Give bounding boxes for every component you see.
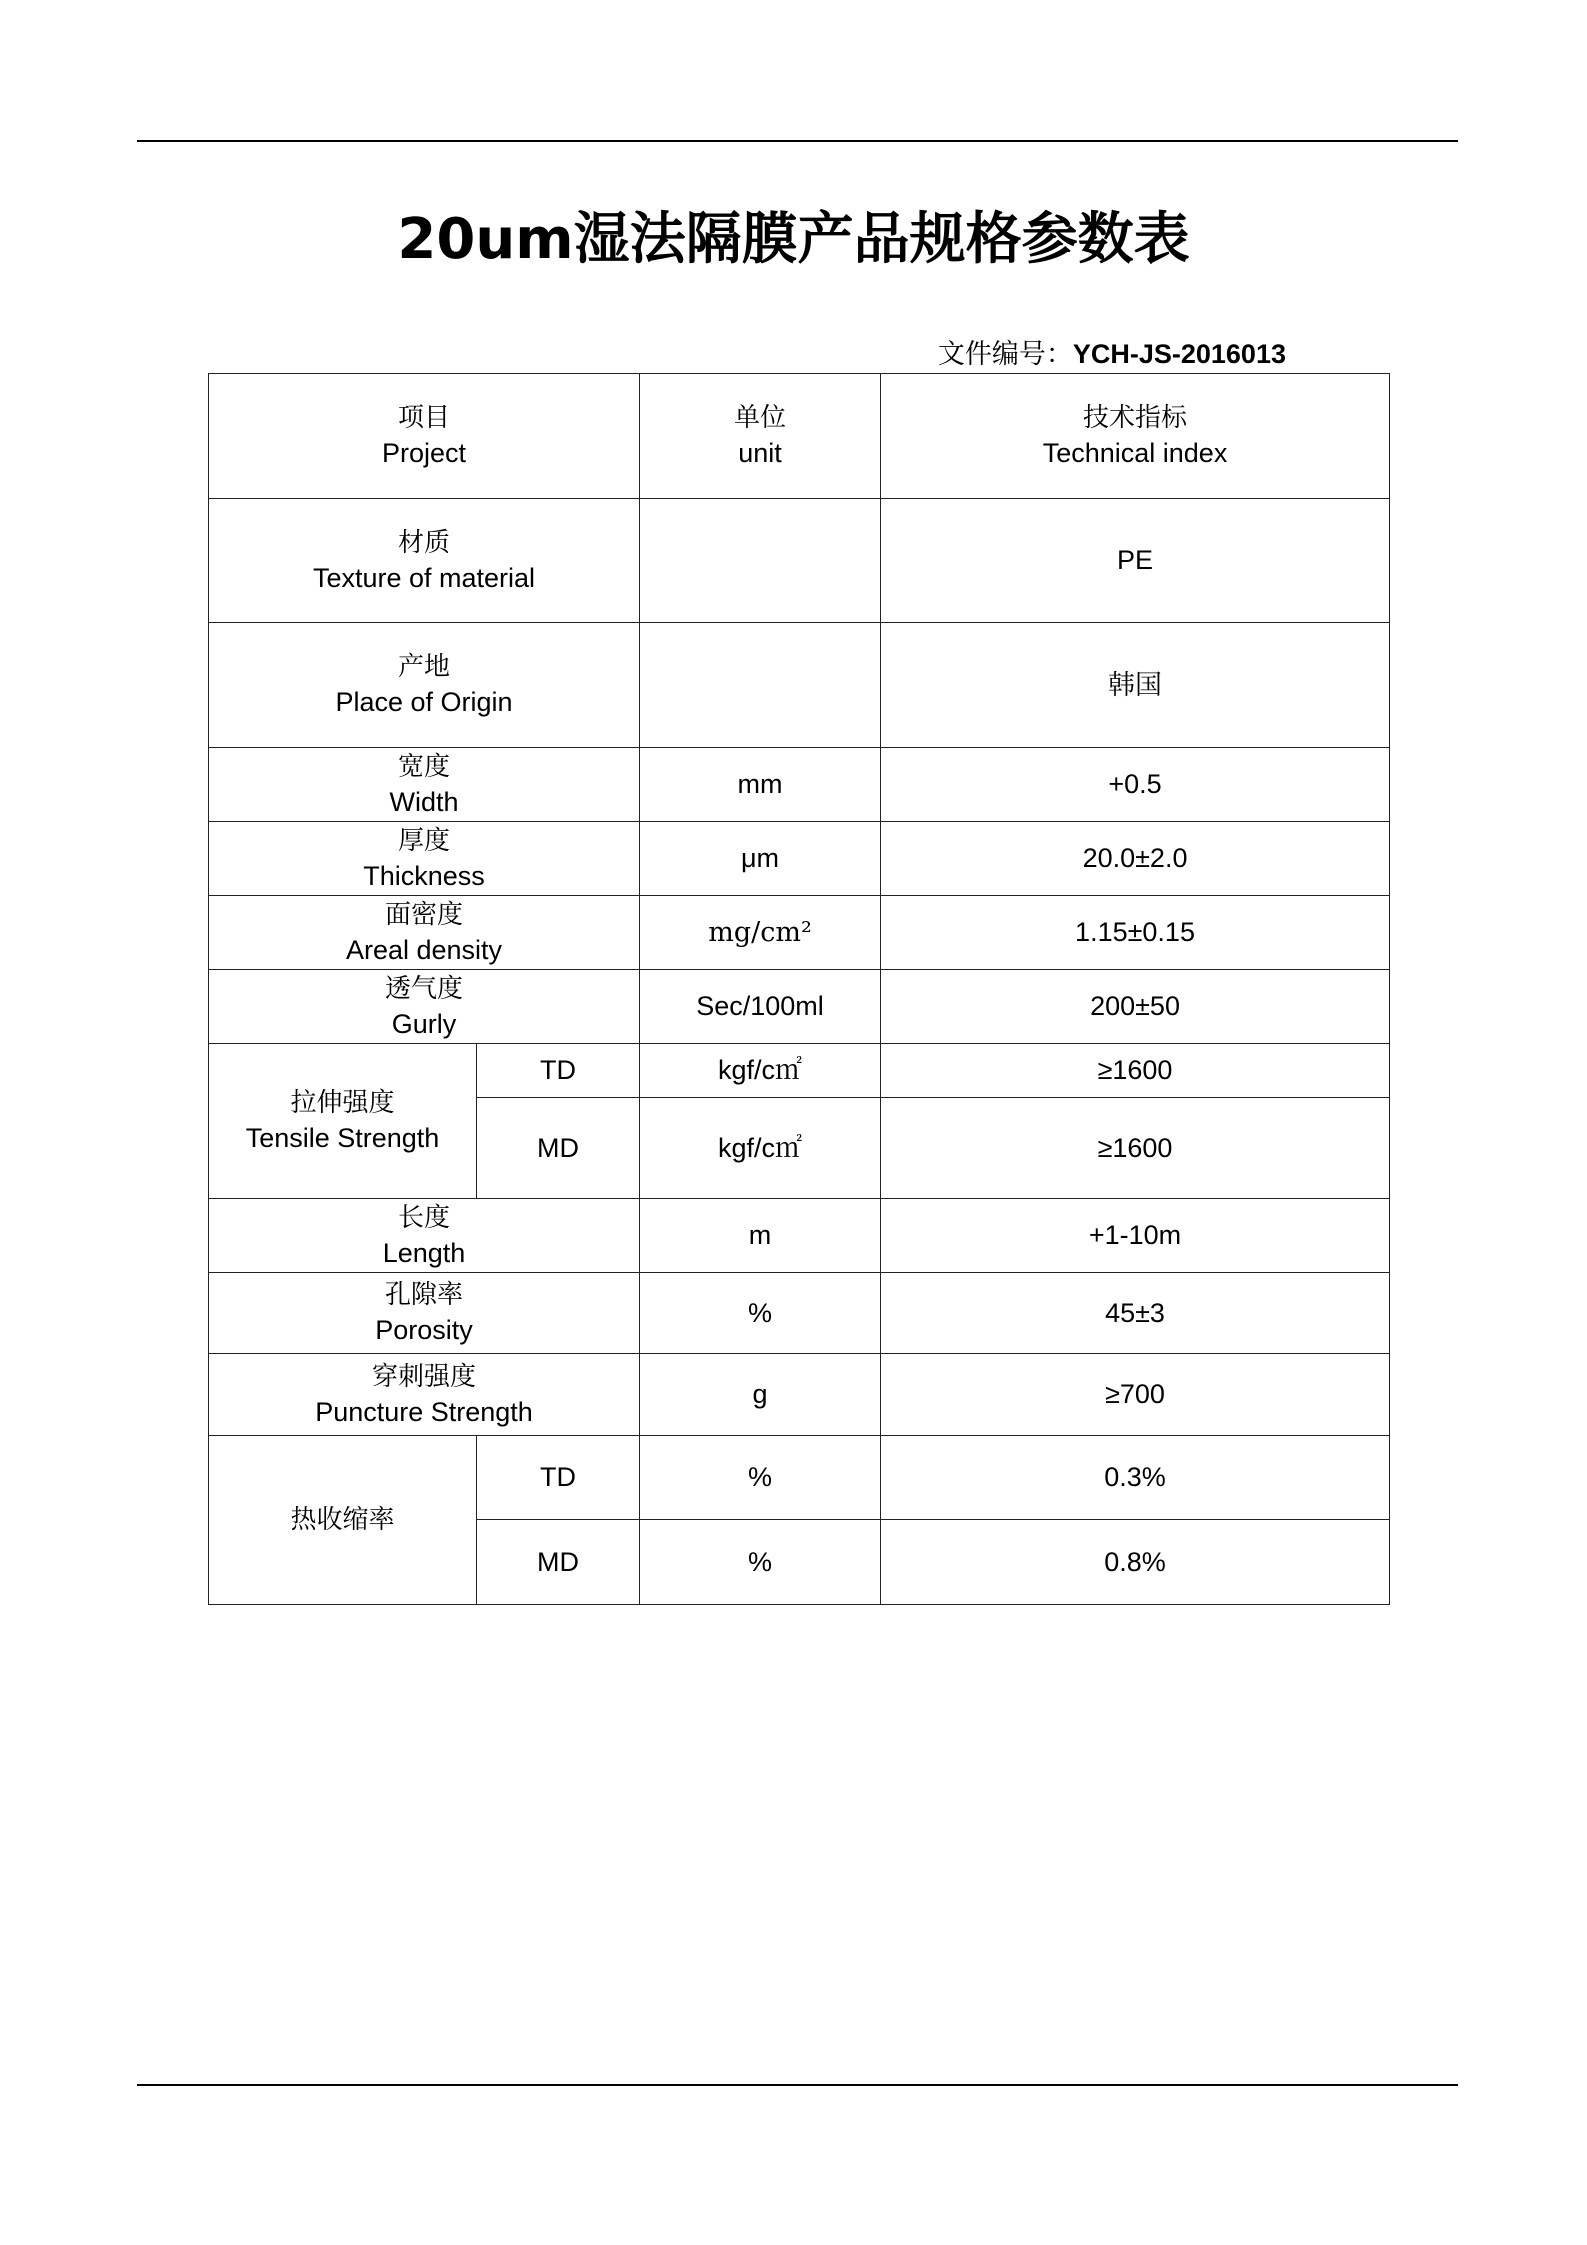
table-row — [209, 748, 1390, 822]
header-project: 项目 Project — [209, 374, 640, 499]
tensile-value-td: ≥1600 — [881, 1044, 1390, 1098]
row-value: +0.5 — [881, 748, 1390, 822]
table-row — [209, 1436, 1390, 1520]
shrink-dir-md: MD — [477, 1520, 640, 1605]
row-label: 宽度 Width — [209, 748, 640, 822]
row-unit: g — [640, 1354, 881, 1436]
tensile-value-md: ≥1600 — [881, 1098, 1390, 1199]
header-technical-index: 技术指标 Technical index — [881, 374, 1390, 499]
row-unit — [640, 499, 881, 623]
document-number-label: 文件编号： — [937, 339, 1073, 369]
row-unit: mg/cm² — [640, 896, 881, 970]
row-value: 韩国 — [881, 623, 1390, 748]
table-row — [209, 1354, 1390, 1436]
table-row — [209, 970, 1390, 1044]
header-rule — [137, 140, 1458, 142]
shrink-unit-md: % — [640, 1520, 881, 1605]
document-title: 20um湿法隔膜产品规格参数表 — [397, 207, 1190, 272]
row-unit — [640, 623, 881, 748]
row-value: 20.0±2.0 — [881, 822, 1390, 896]
table-row — [209, 822, 1390, 896]
header-unit: 单位 unit — [640, 374, 881, 499]
row-unit: m — [640, 1199, 881, 1273]
table-row — [209, 1044, 1390, 1098]
row-label: 产地 Place of Origin — [209, 623, 640, 748]
row-unit: μm — [640, 822, 881, 896]
row-unit: % — [640, 1273, 881, 1354]
tensile-unit-md: kgf/c㎡ — [640, 1098, 881, 1199]
table-row — [209, 623, 1390, 748]
row-unit: mm — [640, 748, 881, 822]
tensile-dir-td: TD — [477, 1044, 640, 1098]
row-label: 材质 Texture of material — [209, 499, 640, 623]
row-unit: Sec/100ml — [640, 970, 881, 1044]
row-label: 孔隙率 Porosity — [209, 1273, 640, 1354]
row-value: 200±50 — [881, 970, 1390, 1044]
row-value: PE — [881, 499, 1390, 623]
row-value: 1.15±0.15 — [881, 896, 1390, 970]
footer-rule — [137, 2084, 1458, 2086]
shrink-dir-td: TD — [477, 1436, 640, 1520]
row-label: 厚度 Thickness — [209, 822, 640, 896]
row-label: 透气度 Gurly — [209, 970, 640, 1044]
shrink-value-td: 0.3% — [881, 1436, 1390, 1520]
row-value: 45±3 — [881, 1273, 1390, 1354]
document-number-code: YCH-JS-2016013 — [1072, 339, 1286, 369]
shrink-value-md: 0.8% — [881, 1520, 1390, 1605]
table-row — [209, 499, 1390, 623]
shrink-label: 热收缩率 — [209, 1436, 477, 1605]
row-label: 面密度 Areal density — [209, 896, 640, 970]
table-row — [209, 1273, 1390, 1354]
tensile-dir-md: MD — [477, 1098, 640, 1199]
row-value: ≥700 — [881, 1354, 1390, 1436]
table-row — [209, 896, 1390, 970]
spec-table — [208, 373, 1390, 1605]
row-label: 长度 Length — [209, 1199, 640, 1273]
row-value: +1-10m — [881, 1199, 1390, 1273]
table-row — [209, 1199, 1390, 1273]
tensile-label: 拉伸强度 Tensile Strength — [209, 1044, 477, 1199]
shrink-unit-td: % — [640, 1436, 881, 1520]
row-label: 穿刺强度 Puncture Strength — [209, 1354, 640, 1436]
tensile-unit-td: kgf/c㎡ — [640, 1044, 881, 1098]
table-header-row — [209, 374, 1390, 499]
document-number — [938, 336, 1286, 372]
